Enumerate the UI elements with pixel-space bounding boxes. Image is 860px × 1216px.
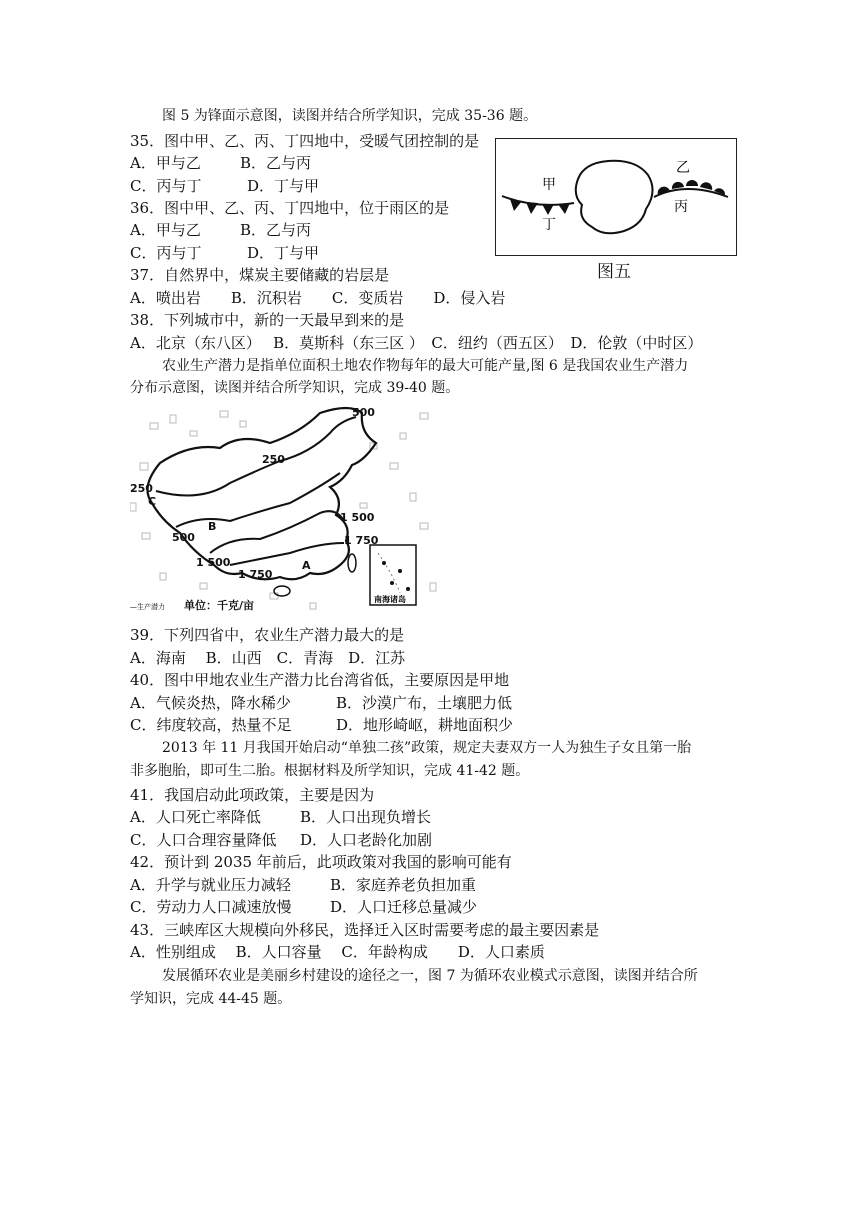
q42-option-c: C．劳动力人口减速放慢 bbox=[130, 898, 292, 916]
label-ding: 丁 bbox=[542, 217, 556, 233]
q35-option-a: A．甲与乙 bbox=[130, 154, 201, 172]
q39-options: A．海南 B．山西 C．青海 D．江苏 bbox=[130, 649, 406, 667]
isoline-label: 1 500 bbox=[340, 511, 375, 524]
q41-option-d: D．人口老龄化加剧 bbox=[300, 831, 433, 849]
region-label-a: A bbox=[302, 559, 311, 572]
q36-option-a: A．甲与乙 bbox=[130, 221, 201, 239]
isoline-label: 1 500 bbox=[196, 556, 231, 569]
cold-front-triangle bbox=[558, 203, 570, 214]
map-legend-unit: 单位：千克/亩 bbox=[184, 599, 255, 612]
isoline-label: 250 bbox=[262, 453, 285, 466]
taiwan-island bbox=[348, 554, 356, 572]
q43-options: A．性别组成 B．人口容量 C．年龄构成 D．人口素质 bbox=[130, 943, 545, 961]
q39-stem: 39．下列四省中，农业生产潜力最大的是 bbox=[130, 626, 405, 644]
land-outline bbox=[576, 161, 653, 233]
intro-44-45-line1: 发展循环农业是美丽乡村建设的途径之一，图 7 为循环农业模式示意图，读图并结合所 bbox=[162, 968, 698, 984]
q36-option-b: B．乙与丙 bbox=[240, 221, 312, 239]
q35-option-c: C．丙与丁 bbox=[130, 177, 202, 195]
q35-option-d: D．丁与甲 bbox=[247, 177, 320, 195]
q40-option-d: D．地形崎岖，耕地面积少 bbox=[336, 716, 514, 734]
intro-44-45-line2: 学知识，完成 44-45 题。 bbox=[130, 991, 292, 1007]
isoline-label: 500 bbox=[352, 406, 375, 419]
isoline-label: 1 750 bbox=[238, 568, 273, 581]
isoline-label: 500 bbox=[172, 531, 195, 544]
q36-option-c: C．丙与丁 bbox=[130, 244, 202, 262]
q35-stem: 35．图中甲、乙、丙、丁四地中，受暖气团控制的是 bbox=[130, 132, 480, 150]
map-legend-line: —生产潜力 bbox=[130, 603, 165, 611]
label-yi: 乙 bbox=[676, 160, 690, 176]
intro-39-40-line2: 分布示意图，读图并结合所学知识，完成 39-40 题。 bbox=[130, 380, 460, 396]
isoline-1750 bbox=[230, 543, 344, 565]
isoline-label: 1 750 bbox=[344, 534, 379, 547]
q36-stem: 36．图中甲、乙、丙、丁四地中，位于雨区的是 bbox=[130, 199, 450, 217]
warm-front-semicircle bbox=[672, 182, 684, 189]
q42-stem: 42．预计到 2035 年前后，此项政策对我国的影响可能有 bbox=[130, 853, 512, 871]
china-outline bbox=[148, 408, 377, 579]
q41-option-c: C．人口合理容量降低 bbox=[130, 831, 277, 849]
q42-option-a: A．升学与就业压力减轻 bbox=[130, 876, 291, 894]
label-jia: 甲 bbox=[542, 177, 556, 193]
isoline-250 bbox=[156, 461, 280, 496]
q41-option-b: B．人口出现负增长 bbox=[300, 808, 432, 826]
isoline-500 bbox=[176, 473, 340, 527]
front-diagram-svg bbox=[496, 139, 736, 255]
front-diagram bbox=[495, 138, 737, 256]
cold-front-triangle bbox=[526, 202, 538, 214]
region-label-c: C bbox=[148, 495, 157, 508]
isoline-1500 bbox=[210, 511, 344, 553]
q36-option-d: D．丁与甲 bbox=[247, 244, 320, 262]
figure-5-caption: 图五 bbox=[597, 262, 631, 282]
cold-front-triangle bbox=[510, 199, 522, 211]
label-bing: 丙 bbox=[674, 199, 688, 215]
china-map-svg bbox=[130, 403, 440, 615]
region-label-b: B bbox=[208, 520, 217, 533]
q38-options: A．北京（东八区） B．莫斯科（东三区 ） C．纽约（西五区） D．伦敦（中时区） bbox=[130, 334, 703, 352]
warm-front-semicircle bbox=[686, 180, 698, 186]
intro-35-36: 图 5 为锋面示意图，读图并结合所学知识，完成 35-36 题。 bbox=[162, 108, 538, 124]
q37-options: A．喷出岩 B．沉积岩 C．变质岩 D．侵入岩 bbox=[130, 289, 506, 307]
q40-stem: 40．图中甲地农业生产潜力比台湾省低，主要原因是甲地 bbox=[130, 671, 510, 689]
q35-option-b: B．乙与丙 bbox=[240, 154, 312, 172]
warm-front-semicircle bbox=[700, 182, 712, 190]
intro-39-40-line1: 农业生产潜力是指单位面积土地农作物每年的最大可能产量,图 6 是我国农业生产潜力 bbox=[162, 358, 689, 374]
q41-option-a: A．人口死亡率降低 bbox=[130, 808, 261, 826]
q40-option-a: A．气候炎热，降水稀少 bbox=[130, 694, 291, 712]
q37-stem: 37．自然界中，煤炭主要储藏的岩层是 bbox=[130, 266, 390, 284]
q42-option-b: B．家庭养老负担加重 bbox=[330, 876, 477, 894]
cold-front-triangle bbox=[542, 204, 554, 215]
isoline-250 bbox=[280, 417, 356, 461]
q38-stem: 38．下列城市中，新的一天最早到来的是 bbox=[130, 311, 405, 329]
q40-option-c: C．纬度较高，热量不足 bbox=[130, 716, 292, 734]
inset-label: 南海诸岛 bbox=[374, 595, 406, 604]
q43-stem: 43．三峡库区大规模向外移民，选择迁入区时需要考虑的最主要因素是 bbox=[130, 921, 600, 939]
intro-41-42-line2: 非多胞胎，即可生二胎。根据材料及所学知识，完成 41-42 题。 bbox=[130, 763, 530, 779]
hainan-island bbox=[274, 586, 290, 596]
q40-option-b: B．沙漠广布，土壤肥力低 bbox=[336, 694, 513, 712]
q42-option-d: D．人口迁移总量减少 bbox=[330, 898, 478, 916]
china-agri-potential-map bbox=[130, 403, 440, 615]
isoline-label: 250 bbox=[130, 482, 153, 495]
intro-41-42-line1: 2013 年 11 月我国开始启动“单独二孩”政策，规定夫妻双方一人为独生子女且第一胎 bbox=[162, 740, 692, 756]
q41-stem: 41．我国启动此项政策，主要是因为 bbox=[130, 786, 375, 804]
